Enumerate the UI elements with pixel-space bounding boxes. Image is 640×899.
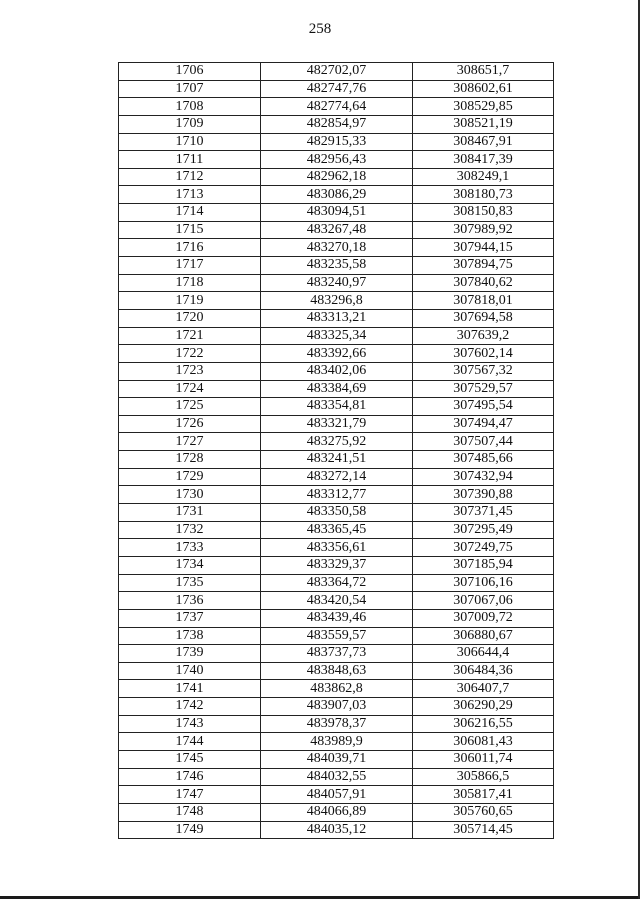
point-number-cell: 1726 bbox=[119, 415, 261, 433]
y-coordinate-cell: 308150,83 bbox=[413, 204, 554, 222]
y-coordinate-cell: 305760,65 bbox=[413, 803, 554, 821]
point-number-cell: 1712 bbox=[119, 168, 261, 186]
point-number-cell: 1740 bbox=[119, 662, 261, 680]
x-coordinate-cell: 483907,03 bbox=[261, 698, 413, 716]
y-coordinate-cell: 307567,32 bbox=[413, 362, 554, 380]
table-row bbox=[119, 362, 554, 380]
table-row bbox=[119, 556, 554, 574]
table-row bbox=[119, 133, 554, 151]
table-row bbox=[119, 609, 554, 627]
point-number-cell: 1737 bbox=[119, 609, 261, 627]
point-number-cell: 1748 bbox=[119, 803, 261, 821]
table-row bbox=[119, 627, 554, 645]
y-coordinate-cell: 307249,75 bbox=[413, 539, 554, 557]
y-coordinate-cell: 306644,4 bbox=[413, 645, 554, 663]
x-coordinate-cell: 483086,29 bbox=[261, 186, 413, 204]
x-coordinate-cell: 483978,37 bbox=[261, 715, 413, 733]
table-row bbox=[119, 645, 554, 663]
table-row bbox=[119, 115, 554, 133]
table-row bbox=[119, 63, 554, 81]
x-coordinate-cell: 483737,73 bbox=[261, 645, 413, 663]
table-row bbox=[119, 662, 554, 680]
y-coordinate-cell: 307106,16 bbox=[413, 574, 554, 592]
x-coordinate-cell: 482854,97 bbox=[261, 115, 413, 133]
table-row bbox=[119, 698, 554, 716]
point-number-cell: 1728 bbox=[119, 451, 261, 469]
point-number-cell: 1720 bbox=[119, 309, 261, 327]
x-coordinate-cell: 483384,69 bbox=[261, 380, 413, 398]
y-coordinate-cell: 306407,7 bbox=[413, 680, 554, 698]
y-coordinate-cell: 307494,47 bbox=[413, 415, 554, 433]
x-coordinate-cell: 483392,66 bbox=[261, 345, 413, 363]
table-row bbox=[119, 468, 554, 486]
table-row bbox=[119, 486, 554, 504]
point-number-cell: 1746 bbox=[119, 768, 261, 786]
table-row bbox=[119, 715, 554, 733]
table-row bbox=[119, 574, 554, 592]
x-coordinate-cell: 484057,91 bbox=[261, 786, 413, 804]
table-row bbox=[119, 768, 554, 786]
point-number-cell: 1730 bbox=[119, 486, 261, 504]
x-coordinate-cell: 483350,58 bbox=[261, 504, 413, 522]
x-coordinate-cell: 484039,71 bbox=[261, 750, 413, 768]
x-coordinate-cell: 483329,37 bbox=[261, 556, 413, 574]
coordinate-table bbox=[118, 62, 554, 839]
x-coordinate-cell: 483321,79 bbox=[261, 415, 413, 433]
x-coordinate-cell: 484035,12 bbox=[261, 821, 413, 839]
y-coordinate-cell: 308602,61 bbox=[413, 80, 554, 98]
x-coordinate-cell: 483862,8 bbox=[261, 680, 413, 698]
y-coordinate-cell: 305817,41 bbox=[413, 786, 554, 804]
table-row bbox=[119, 168, 554, 186]
coordinate-table-body bbox=[119, 63, 554, 839]
y-coordinate-cell: 308180,73 bbox=[413, 186, 554, 204]
x-coordinate-cell: 483275,92 bbox=[261, 433, 413, 451]
table-row bbox=[119, 803, 554, 821]
x-coordinate-cell: 484032,55 bbox=[261, 768, 413, 786]
point-number-cell: 1711 bbox=[119, 151, 261, 169]
table-row bbox=[119, 451, 554, 469]
y-coordinate-cell: 306216,55 bbox=[413, 715, 554, 733]
table-row bbox=[119, 521, 554, 539]
y-coordinate-cell: 307894,75 bbox=[413, 257, 554, 275]
y-coordinate-cell: 307507,44 bbox=[413, 433, 554, 451]
y-coordinate-cell: 307989,92 bbox=[413, 221, 554, 239]
table-row bbox=[119, 309, 554, 327]
point-number-cell: 1715 bbox=[119, 221, 261, 239]
y-coordinate-cell: 306484,36 bbox=[413, 662, 554, 680]
y-coordinate-cell: 307185,94 bbox=[413, 556, 554, 574]
x-coordinate-cell: 483402,06 bbox=[261, 362, 413, 380]
y-coordinate-cell: 307390,88 bbox=[413, 486, 554, 504]
point-number-cell: 1735 bbox=[119, 574, 261, 592]
point-number-cell: 1741 bbox=[119, 680, 261, 698]
y-coordinate-cell: 308521,19 bbox=[413, 115, 554, 133]
x-coordinate-cell: 483312,77 bbox=[261, 486, 413, 504]
table-row bbox=[119, 80, 554, 98]
point-number-cell: 1709 bbox=[119, 115, 261, 133]
table-row bbox=[119, 821, 554, 839]
table-row bbox=[119, 592, 554, 610]
point-number-cell: 1725 bbox=[119, 398, 261, 416]
y-coordinate-cell: 307495,54 bbox=[413, 398, 554, 416]
y-coordinate-cell: 306880,67 bbox=[413, 627, 554, 645]
table-row bbox=[119, 750, 554, 768]
y-coordinate-cell: 307295,49 bbox=[413, 521, 554, 539]
x-coordinate-cell: 483094,51 bbox=[261, 204, 413, 222]
point-number-cell: 1714 bbox=[119, 204, 261, 222]
point-number-cell: 1719 bbox=[119, 292, 261, 310]
point-number-cell: 1747 bbox=[119, 786, 261, 804]
point-number-cell: 1749 bbox=[119, 821, 261, 839]
x-coordinate-cell: 482702,07 bbox=[261, 63, 413, 81]
y-coordinate-cell: 307694,58 bbox=[413, 309, 554, 327]
point-number-cell: 1724 bbox=[119, 380, 261, 398]
table-row bbox=[119, 186, 554, 204]
x-coordinate-cell: 483313,21 bbox=[261, 309, 413, 327]
point-number-cell: 1706 bbox=[119, 63, 261, 81]
x-coordinate-cell: 482747,76 bbox=[261, 80, 413, 98]
x-coordinate-cell: 482962,18 bbox=[261, 168, 413, 186]
y-coordinate-cell: 308249,1 bbox=[413, 168, 554, 186]
x-coordinate-cell: 483354,81 bbox=[261, 398, 413, 416]
table-row bbox=[119, 415, 554, 433]
x-coordinate-cell: 483296,8 bbox=[261, 292, 413, 310]
point-number-cell: 1722 bbox=[119, 345, 261, 363]
point-number-cell: 1717 bbox=[119, 257, 261, 275]
point-number-cell: 1727 bbox=[119, 433, 261, 451]
x-coordinate-cell: 483267,48 bbox=[261, 221, 413, 239]
x-coordinate-cell: 483848,63 bbox=[261, 662, 413, 680]
table-row bbox=[119, 345, 554, 363]
y-coordinate-cell: 305714,45 bbox=[413, 821, 554, 839]
table-row bbox=[119, 221, 554, 239]
y-coordinate-cell: 308651,7 bbox=[413, 63, 554, 81]
table-row bbox=[119, 151, 554, 169]
y-coordinate-cell: 307371,45 bbox=[413, 504, 554, 522]
y-coordinate-cell: 307818,01 bbox=[413, 292, 554, 310]
table-row bbox=[119, 539, 554, 557]
point-number-cell: 1723 bbox=[119, 362, 261, 380]
x-coordinate-cell: 483235,58 bbox=[261, 257, 413, 275]
y-coordinate-cell: 306081,43 bbox=[413, 733, 554, 751]
y-coordinate-cell: 307485,66 bbox=[413, 451, 554, 469]
x-coordinate-cell: 483272,14 bbox=[261, 468, 413, 486]
table-row bbox=[119, 239, 554, 257]
page-number: 258 bbox=[308, 21, 332, 37]
table-row bbox=[119, 733, 554, 751]
table-row bbox=[119, 380, 554, 398]
y-coordinate-cell: 307944,15 bbox=[413, 239, 554, 257]
point-number-cell: 1732 bbox=[119, 521, 261, 539]
table-row bbox=[119, 292, 554, 310]
y-coordinate-cell: 306290,29 bbox=[413, 698, 554, 716]
x-coordinate-cell: 482956,43 bbox=[261, 151, 413, 169]
table-row bbox=[119, 786, 554, 804]
table-row bbox=[119, 680, 554, 698]
point-number-cell: 1739 bbox=[119, 645, 261, 663]
x-coordinate-cell: 483365,45 bbox=[261, 521, 413, 539]
point-number-cell: 1736 bbox=[119, 592, 261, 610]
y-coordinate-cell: 307602,14 bbox=[413, 345, 554, 363]
point-number-cell: 1708 bbox=[119, 98, 261, 116]
table-row bbox=[119, 257, 554, 275]
point-number-cell: 1729 bbox=[119, 468, 261, 486]
point-number-cell: 1716 bbox=[119, 239, 261, 257]
y-coordinate-cell: 307840,62 bbox=[413, 274, 554, 292]
table-row bbox=[119, 327, 554, 345]
y-coordinate-cell: 308467,91 bbox=[413, 133, 554, 151]
point-number-cell: 1734 bbox=[119, 556, 261, 574]
y-coordinate-cell: 307067,06 bbox=[413, 592, 554, 610]
point-number-cell: 1707 bbox=[119, 80, 261, 98]
point-number-cell: 1721 bbox=[119, 327, 261, 345]
table-row bbox=[119, 398, 554, 416]
x-coordinate-cell: 483364,72 bbox=[261, 574, 413, 592]
table-row bbox=[119, 274, 554, 292]
point-number-cell: 1731 bbox=[119, 504, 261, 522]
point-number-cell: 1710 bbox=[119, 133, 261, 151]
y-coordinate-cell: 307432,94 bbox=[413, 468, 554, 486]
y-coordinate-cell: 307009,72 bbox=[413, 609, 554, 627]
x-coordinate-cell: 483325,34 bbox=[261, 327, 413, 345]
y-coordinate-cell: 308417,39 bbox=[413, 151, 554, 169]
point-number-cell: 1713 bbox=[119, 186, 261, 204]
x-coordinate-cell: 482774,64 bbox=[261, 98, 413, 116]
x-coordinate-cell: 483241,51 bbox=[261, 451, 413, 469]
x-coordinate-cell: 483420,54 bbox=[261, 592, 413, 610]
table-row bbox=[119, 433, 554, 451]
y-coordinate-cell: 308529,85 bbox=[413, 98, 554, 116]
point-number-cell: 1738 bbox=[119, 627, 261, 645]
table-row bbox=[119, 504, 554, 522]
point-number-cell: 1718 bbox=[119, 274, 261, 292]
y-coordinate-cell: 307639,2 bbox=[413, 327, 554, 345]
table-row bbox=[119, 98, 554, 116]
y-coordinate-cell: 305866,5 bbox=[413, 768, 554, 786]
x-coordinate-cell: 483439,46 bbox=[261, 609, 413, 627]
table-row bbox=[119, 204, 554, 222]
x-coordinate-cell: 483240,97 bbox=[261, 274, 413, 292]
point-number-cell: 1744 bbox=[119, 733, 261, 751]
x-coordinate-cell: 483559,57 bbox=[261, 627, 413, 645]
x-coordinate-cell: 483270,18 bbox=[261, 239, 413, 257]
point-number-cell: 1733 bbox=[119, 539, 261, 557]
point-number-cell: 1745 bbox=[119, 750, 261, 768]
x-coordinate-cell: 483356,61 bbox=[261, 539, 413, 557]
x-coordinate-cell: 484066,89 bbox=[261, 803, 413, 821]
x-coordinate-cell: 483989,9 bbox=[261, 733, 413, 751]
point-number-cell: 1743 bbox=[119, 715, 261, 733]
point-number-cell: 1742 bbox=[119, 698, 261, 716]
x-coordinate-cell: 482915,33 bbox=[261, 133, 413, 151]
y-coordinate-cell: 306011,74 bbox=[413, 750, 554, 768]
y-coordinate-cell: 307529,57 bbox=[413, 380, 554, 398]
